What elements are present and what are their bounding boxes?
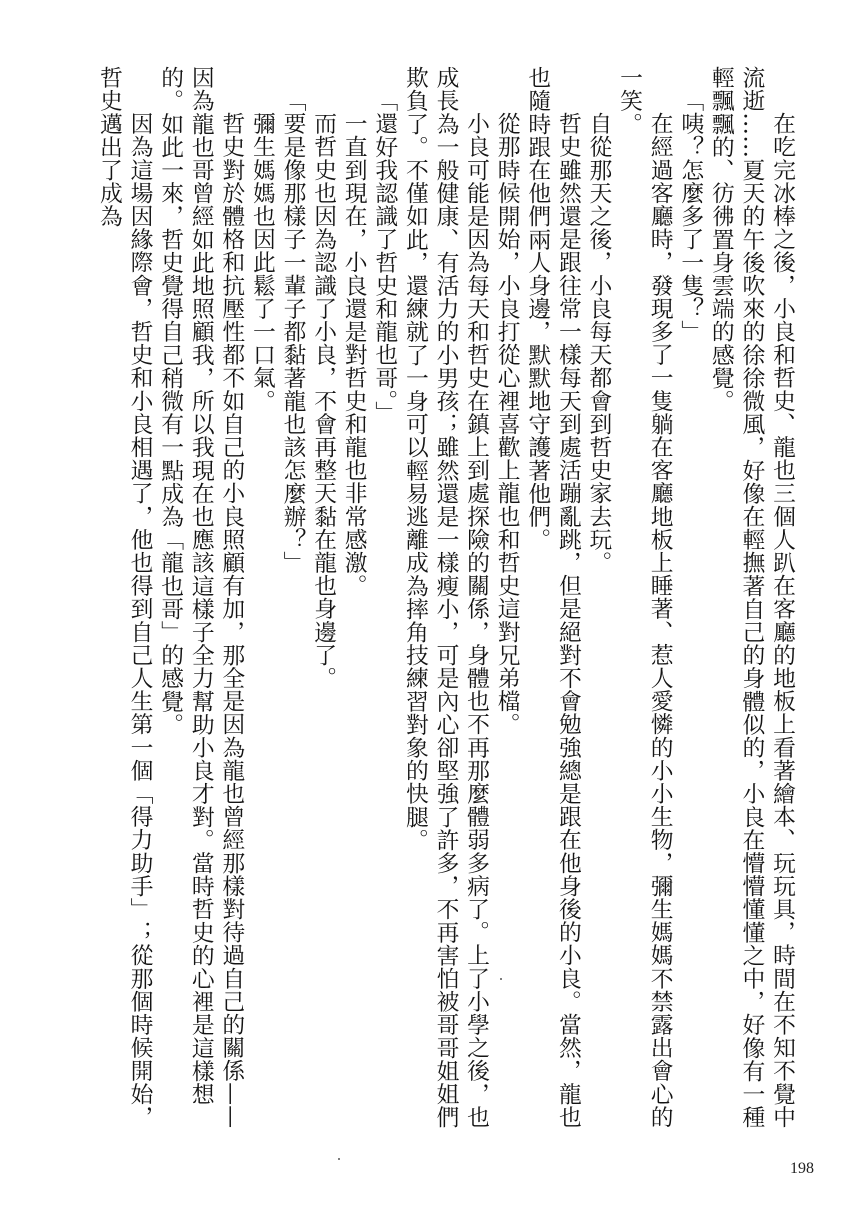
paragraph: 哲史雖然還是跟往常一樣每天到處活蹦亂跳，但是絕對不會勉強總是跟在他身後的小良。當然，龍也也隨時跟在他們兩人身邊，默默地守護著他們。 — [524, 66, 581, 1128]
page-number: 198 — [790, 1160, 814, 1177]
paragraph: 而哲史也因為認識了小良，不會再整天黏在龍也身邊了。 — [310, 111, 337, 690]
paragraph: 自從那天之後，小良每天都會到哲史家去玩。 — [585, 111, 612, 574]
body-text — [37, 66, 797, 1136]
dialogue-line: 「要是像那樣子一輩子都黏著龍也該怎麼辦？」 — [279, 88, 306, 574]
paragraph: 在經過客廳時，發現多了一隻躺在客廳地板上睡著、惹人愛憐的小小生物，彌生媽媽不禁露出會心的一笑。 — [616, 66, 673, 1128]
paragraph: 一直到現在，小良還是對哲史和龍也非常感激。 — [340, 111, 367, 597]
scan-speck — [500, 978, 502, 980]
paragraph: 彌生媽媽也因此鬆了一口氣。 — [248, 111, 275, 412]
paragraph: 小良可能是因為每天和哲史在鎮上到處探險的關係，身體也不再那麼體弱多病了。上了小學之後，也成長為一般健康、有活力的小男孩；雖然還是一樣瘦小，可是內心卻堅強了許多，不再害怕被哥哥姐姐們欺負了。不僅如此，還練就了一身可以輕易逃離成為摔角技練習對象的快腿。 — [401, 66, 490, 1129]
paragraph: 哲史對於體格和抗壓性都不如自己的小良照顧有加，那全是因為龍也曾經那樣對待過自己的關係——因為龍也哥曾經如此地照顧我，所以我現在也應該這樣子全力幫助小良才對。當時哲史的心裡是這樣想的。如此一來，哲史覺得自己稍微有一點成為「龍也哥」的感覺。 — [157, 66, 245, 1128]
scan-speck — [338, 1158, 340, 1160]
paragraph: 從那時候開始，小良打從心裡喜歡上龍也和哲史這對兄弟檔。 — [493, 111, 520, 736]
dialogue-line: 「咦？怎麼多了一隻？」 — [677, 88, 704, 343]
paragraph: 因為這場因緣際會，哲史和小良相遇了，他也得到自己人生第一個「得力助手」；從那個時候開始，哲史邁出了成為 — [95, 66, 153, 1128]
dialogue-line: 「還好我認識了哲史和龍也哥。」 — [371, 88, 398, 424]
paragraph: 在吃完冰棒之後，小良和哲史、龍也三個人趴在客廳的地板上看著繪本、玩玩具，時間在不知不覺中流逝……夏天的午後吹來的徐徐微風，好像在輕撫著自己的身體似的，小良在懵懵懂懂之中，好像有一種輕飄飄的、彷彿置身雲端的感覺。 — [707, 66, 795, 1129]
